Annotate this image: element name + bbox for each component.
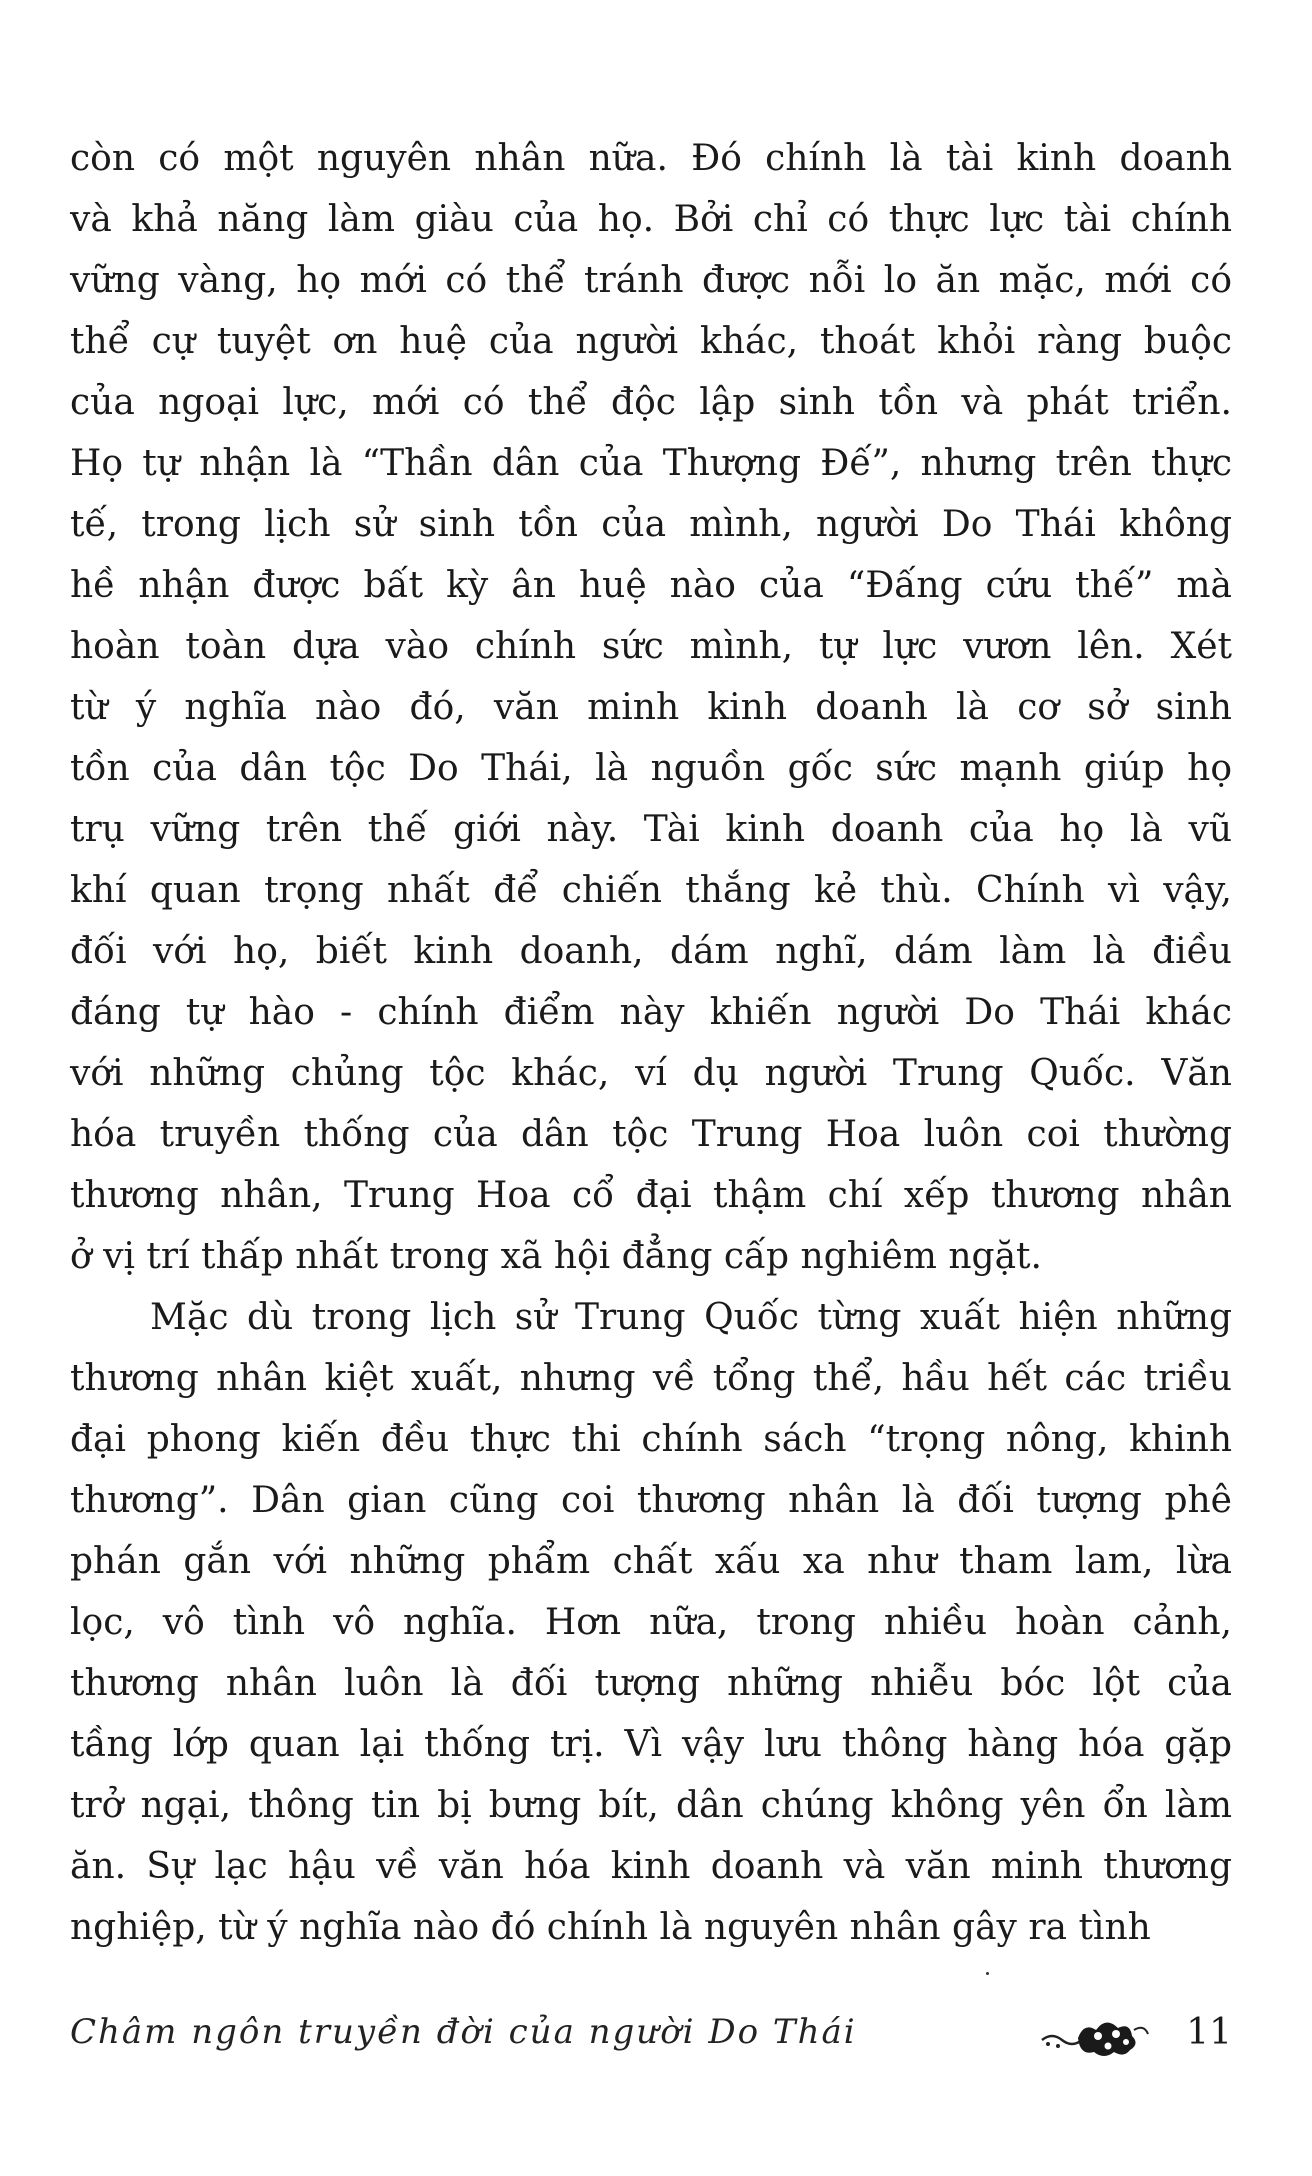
text-line: ăn. Sự lạc hậu về văn hóa kinh doanh và văn minh thương: [70, 1846, 1232, 1887]
print-speck: [986, 1972, 989, 1975]
text-line: đáng tự hào - chính điểm này khiến người Do Thái khác: [70, 992, 1232, 1033]
text-line: hề nhận được bất kỳ ân huệ nào của “Đấng cứu thế” mà: [70, 565, 1232, 606]
text-line: thương”. Dân gian cũng coi thương nhân là đối tượng phê: [70, 1480, 1232, 1521]
text-line: Họ tự nhận là “Thần dân của Thượng Đế”, nhưng trên thực: [70, 443, 1232, 484]
text-line: và khả năng làm giàu của họ. Bởi chỉ có thực lực tài chính: [70, 199, 1232, 240]
text-line: của ngoại lực, mới có thể độc lập sinh tồn và phát triển.: [70, 382, 1232, 423]
text-line: đối với họ, biết kinh doanh, dám nghĩ, dám làm là điều: [70, 931, 1232, 972]
text-line: với những chủng tộc khác, ví dụ người Trung Quốc. Văn: [70, 1053, 1232, 1094]
text-line: Mặc dù trong lịch sử Trung Quốc từng xuất hiện những: [150, 1297, 1232, 1338]
page-number: 11: [1186, 2012, 1232, 2053]
text-line: từ ý nghĩa nào đó, văn minh kinh doanh là cơ sở sinh: [70, 687, 1232, 728]
floral-ornament-icon: [1038, 2010, 1150, 2060]
text-line: vững vàng, họ mới có thể tránh được nỗi lo ăn mặc, mới có: [70, 260, 1232, 301]
running-title: Châm ngôn truyền đời của người Do Thái: [70, 2012, 857, 2052]
text-line: nghiệp, từ ý nghĩa nào đó chính là nguyên nhân gây ra tình: [70, 1907, 1151, 1948]
body-text: [70, 128, 1232, 1958]
text-line: còn có một nguyên nhân nữa. Đó chính là tài kinh doanh: [70, 138, 1232, 179]
text-line: trụ vững trên thế giới này. Tài kinh doanh của họ là vũ: [70, 809, 1232, 850]
page-footer: [70, 2008, 1232, 2068]
text-line: thể cự tuyệt ơn huệ của người khác, thoát khỏi ràng buộc: [70, 321, 1232, 362]
text-line: lọc, vô tình vô nghĩa. Hơn nữa, trong nhiều hoàn cảnh,: [70, 1602, 1232, 1643]
text-line: phán gắn với những phẩm chất xấu xa như tham lam, lừa: [70, 1541, 1232, 1582]
text-line: thương nhân kiệt xuất, nhưng về tổng thể, hầu hết các triều: [70, 1358, 1232, 1399]
text-line: hoàn toàn dựa vào chính sức mình, tự lực vươn lên. Xét: [70, 626, 1232, 667]
text-line: trở ngại, thông tin bị bưng bít, dân chúng không yên ổn làm: [70, 1785, 1232, 1826]
text-line: ở vị trí thấp nhất trong xã hội đẳng cấp nghiêm ngặt.: [70, 1236, 1042, 1277]
text-line: tế, trong lịch sử sinh tồn của mình, người Do Thái không: [70, 504, 1232, 545]
text-line: thương nhân luôn là đối tượng những nhiễu bóc lột của: [70, 1663, 1232, 1704]
text-line: đại phong kiến đều thực thi chính sách “trọng nông, khinh: [70, 1419, 1232, 1460]
text-line: thương nhân, Trung Hoa cổ đại thậm chí xếp thương nhân: [70, 1175, 1232, 1216]
text-line: tồn của dân tộc Do Thái, là nguồn gốc sức mạnh giúp họ: [70, 748, 1232, 789]
text-line: khí quan trọng nhất để chiến thắng kẻ thù. Chính vì vậy,: [70, 870, 1232, 911]
text-line: tầng lớp quan lại thống trị. Vì vậy lưu thông hàng hóa gặp: [70, 1724, 1232, 1765]
text-line: hóa truyền thống của dân tộc Trung Hoa luôn coi thường: [70, 1114, 1232, 1155]
